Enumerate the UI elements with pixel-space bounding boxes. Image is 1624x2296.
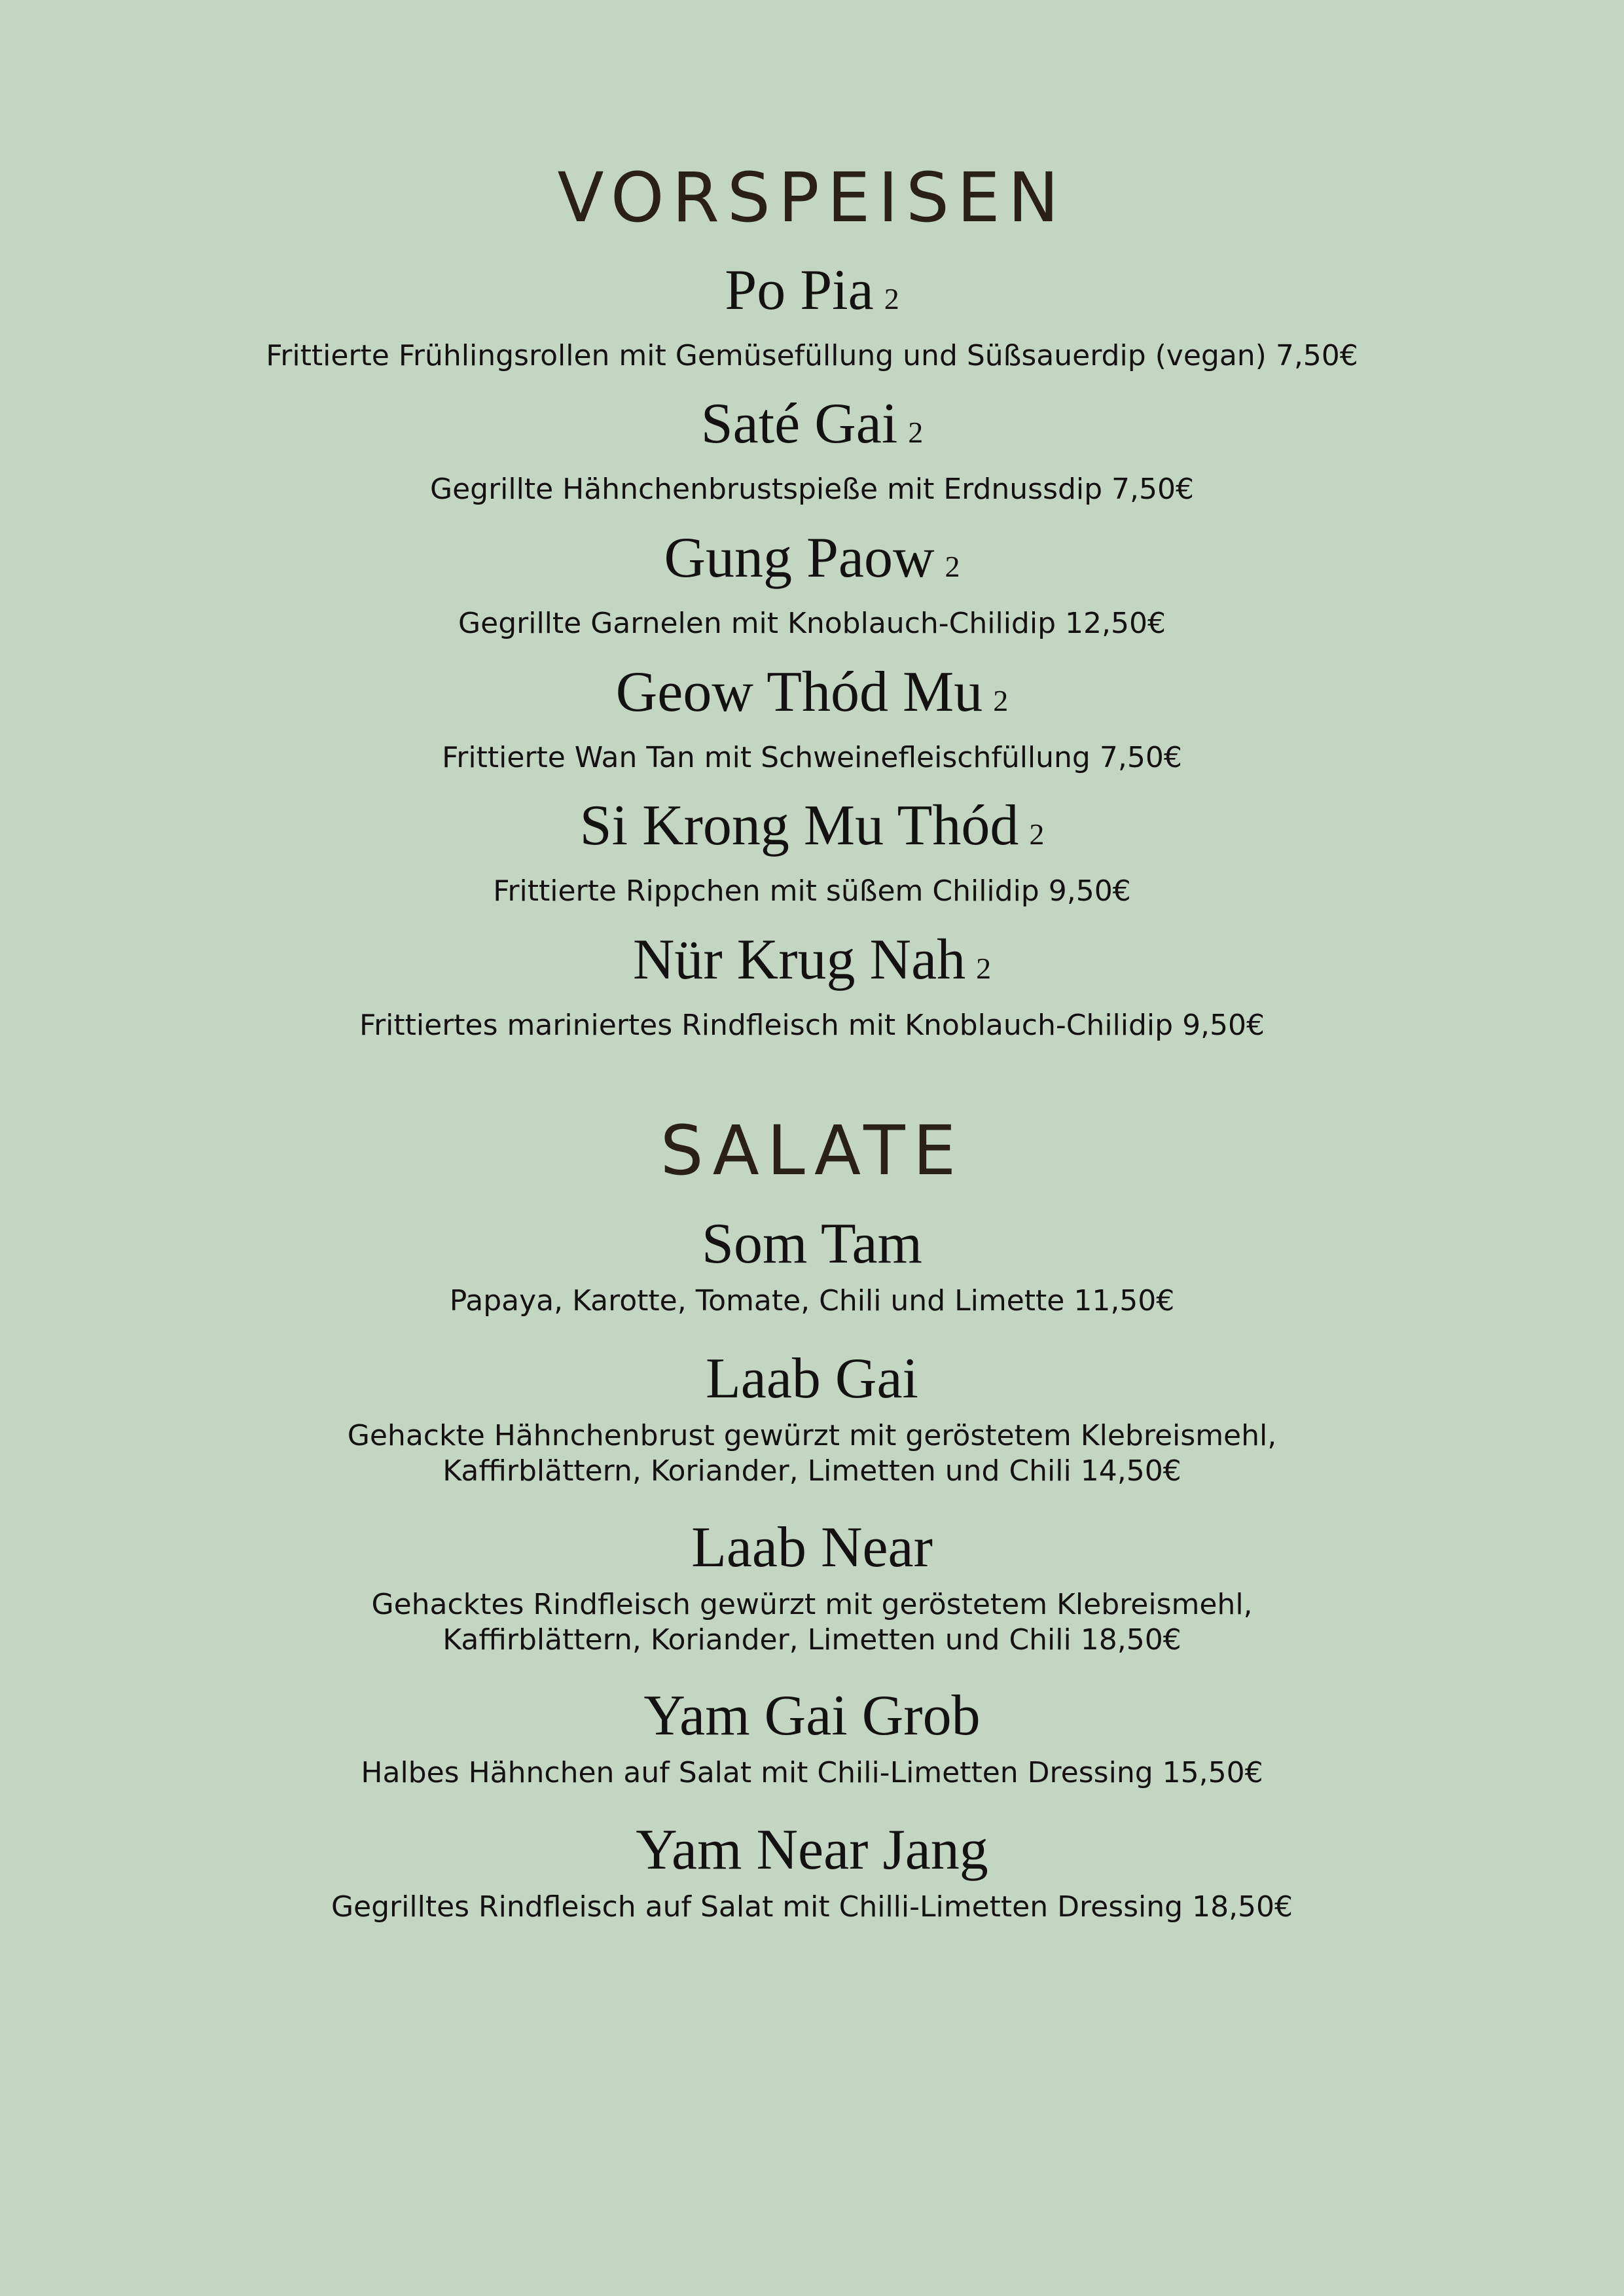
dish-title: Saté Gai bbox=[700, 392, 898, 456]
dish-description-line: Gehacktes Rindfleisch gewürzt mit geröstetem Klebreismehl, bbox=[371, 1588, 1253, 1621]
menu-item-po-pia bbox=[0, 259, 1624, 374]
dish-name bbox=[0, 795, 1624, 866]
dish-description: Frittierte Wan Tan mit Schweinefleischfüllung 7,50€ bbox=[442, 741, 1182, 774]
dish-title: Po Pia bbox=[725, 259, 874, 322]
dish-description-line: Kaffirblättern, Koriander, Limetten und Chili 14,50€ bbox=[442, 1454, 1182, 1488]
menu-item-nur-krug-nah bbox=[0, 929, 1624, 1043]
dish-mark: 2 bbox=[1029, 817, 1045, 851]
menu-item-yam-gai-grob bbox=[0, 1685, 1624, 1791]
dish-description-line: Kaffirblättern, Koriander, Limetten und Chili 18,50€ bbox=[442, 1623, 1182, 1657]
section-title-salate: SALATE bbox=[660, 1111, 964, 1191]
dish-description-line: Gehackte Hähnchenbrust gewürzt mit geröstetem Klebreismehl, bbox=[347, 1419, 1277, 1452]
dish-name bbox=[0, 929, 1624, 1000]
dish-mark: 2 bbox=[993, 684, 1009, 717]
dish-name: Laab Gai bbox=[706, 1347, 918, 1410]
dish-name: Som Tam bbox=[702, 1212, 922, 1276]
dish-name: Yam Near Jang bbox=[636, 1818, 988, 1882]
menu-item-geow-thod-mu bbox=[0, 661, 1624, 776]
dish-description: Halbes Hähnchen auf Salat mit Chili-Limetten Dressing 15,50€ bbox=[361, 1756, 1263, 1789]
dish-description bbox=[0, 1418, 1624, 1489]
menu-item-si-krong-mu-thod bbox=[0, 795, 1624, 909]
dish-mark: 2 bbox=[976, 952, 992, 985]
dish-name bbox=[0, 661, 1624, 732]
menu-item-laab-near bbox=[0, 1516, 1624, 1658]
dish-mark: 2 bbox=[908, 416, 924, 449]
dish-description: Gegrilltes Rindfleisch auf Salat mit Chilli-Limetten Dressing 18,50€ bbox=[331, 1890, 1293, 1924]
dish-description: Papaya, Karotte, Tomate, Chili und Limette 11,50€ bbox=[449, 1284, 1175, 1318]
dish-description: Frittierte Frühlingsrollen mit Gemüsefüllung und Süßsauerdip (vegan) 7,50€ bbox=[266, 339, 1358, 372]
menu-item-laab-gai bbox=[0, 1348, 1624, 1489]
dish-name bbox=[0, 527, 1624, 598]
dish-name bbox=[0, 393, 1624, 464]
dish-name bbox=[0, 259, 1624, 331]
dish-mark: 2 bbox=[945, 550, 960, 583]
dish-description: Frittiertes mariniertes Rindfleisch mit Knoblauch-Chilidip 9,50€ bbox=[359, 1009, 1265, 1042]
dish-description: Gegrillte Hähnchenbrustspieße mit Erdnussdip 7,50€ bbox=[429, 473, 1195, 506]
dish-name: Yam Gai Grob bbox=[643, 1684, 981, 1748]
dish-title: Geow Thód Mu bbox=[615, 660, 983, 724]
dish-description: Frittierte Rippchen mit süßem Chilidip 9,50€ bbox=[493, 874, 1131, 908]
dish-description: Gegrillte Garnelen mit Knoblauch-Chilidip 12,50€ bbox=[458, 607, 1166, 640]
dish-mark: 2 bbox=[884, 282, 899, 315]
menu-item-gung-paow bbox=[0, 527, 1624, 641]
section-title-vorspeisen: VORSPEISEN bbox=[557, 158, 1067, 238]
menu-item-som-tam bbox=[0, 1213, 1624, 1319]
dish-title: Nür Krug Nah bbox=[632, 928, 966, 992]
dish-name: Laab Near bbox=[691, 1516, 933, 1579]
menu-item-yam-near-jang bbox=[0, 1819, 1624, 1925]
dish-description bbox=[0, 1587, 1624, 1658]
dish-title: Si Krong Mu Thód bbox=[579, 794, 1019, 857]
menu-item-sate-gai bbox=[0, 393, 1624, 507]
dish-title: Gung Paow bbox=[664, 526, 935, 590]
